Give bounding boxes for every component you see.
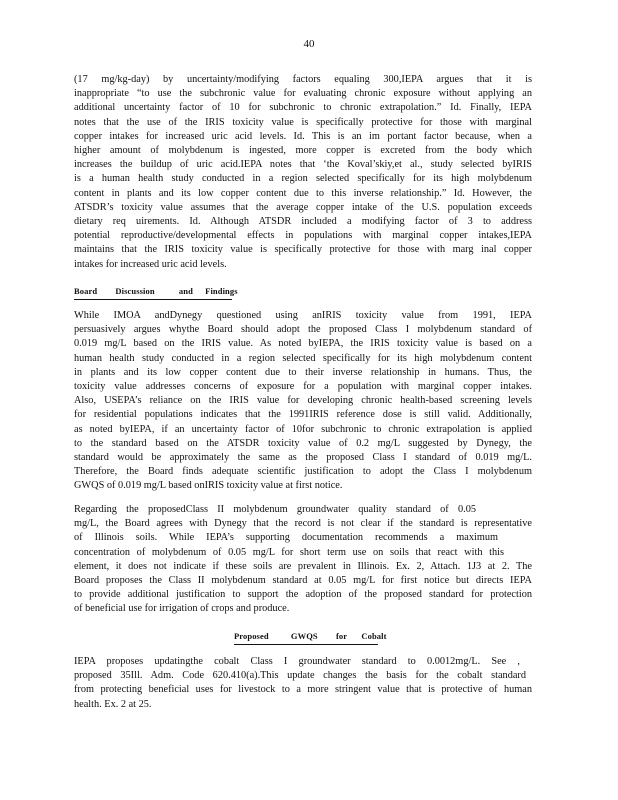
text-line: proposed 35Ill. Adm. Code 620.410(a).This update changes the basis for the cobalt standard — [74, 670, 526, 682]
text-line: copper intakes for increased uric acid levels. Id. This is an im portant factor because, when a — [74, 130, 532, 142]
text-line: in plants and its low copper content due to their inverse relationship in humans. Thus, the — [74, 366, 532, 378]
text-line: element, it does not indicate if these soils are prevalent in Illinois. Ex. 2, Attach. 1J3 at 2. The — [74, 560, 532, 572]
text-line: from protecting beneficial uses for livestock to a more stringent value that is protective of human — [74, 684, 532, 696]
text-line: While IMOA andDynegy questioned using anIRIS toxicity value from 1991, IEPA — [74, 310, 532, 321]
heading-word: and — [178, 286, 193, 296]
text-line: concentration of molybdenum of 0.05 mg/L for short term use on soils that react with this — [74, 546, 504, 558]
heading-word: Findings — [205, 286, 238, 296]
text-line: toxicity value addresses concerns of exposure for a population with marginal copper intakes. — [74, 381, 532, 393]
text-line: human health study conducted in a region selected specifically for its high molybdenum content — [74, 352, 532, 364]
text-line: health. Ex. 2 at 25. — [74, 698, 152, 710]
heading-word: Board — [74, 286, 98, 296]
heading-word: Discussion — [115, 286, 155, 296]
text-line: of Illinois soils. While IEPA’s supporting documentation recommends a maximum — [74, 532, 498, 544]
text-line: GWQS of 0.019 mg/L based onIRIS toxicity value at first notice. — [74, 480, 343, 492]
text-line: 0.019 mg/L based on the IRIS value. As noted byIEPA, the IRIS toxicity value is based on a — [74, 338, 532, 350]
text-line: Board proposes the Class II molybdenum standard at 0.05 mg/L for first notice but directs IEPA — [74, 575, 532, 587]
heading-word: Cobalt — [361, 631, 387, 641]
section-heading-cobalt — [234, 629, 387, 645]
section-heading-board-discussion — [74, 284, 238, 300]
text-line: of beneficial use for irrigation of crops and produce. — [74, 603, 290, 615]
text-line: is a human health study conducted in a region selected specifically for its high molybdenum — [74, 173, 532, 185]
heading-word: Proposed — [234, 631, 269, 641]
text-line: Therefore, the Board finds adequate scientific justification to adopt the Class I molybdenum — [74, 466, 532, 478]
text-line: (17 mg/kg-day) by uncertainty/modifying factors equaling 300,IEPA argues that it is — [74, 74, 532, 85]
paragraph-cobalt-proposal — [74, 655, 532, 712]
text-line: notes that the use of the IRIS toxicity value is specifically protective for those with marginal — [74, 116, 532, 128]
text-line: additional uncertainty factor of 10 for subchronic to chronic extrapolation.” Id. Finally, IEPA — [74, 102, 532, 114]
text-line: mg/L, the Board agrees with Dynegy that the record is not clear if the standard is representative — [74, 518, 532, 530]
text-line: Regarding the proposedClass II molybdenum groundwater quality standard of 0.05 — [74, 504, 476, 515]
paragraph-iepa-argument — [74, 73, 532, 272]
text-line: persuasively argues whythe Board should adopt the proposed Class I molybdenum standard of — [74, 324, 532, 336]
text-line: inappropriate “to use the subchronic value for evaluating chronic exposure without applying an — [74, 88, 532, 100]
text-line: ATSDR’s toxicity value assumes that the average copper intake of the U.S. population exceeds — [74, 201, 532, 213]
heading-word: GWQS — [290, 631, 318, 641]
text-line: for residential populations indicates that the 1991IRIS reference dose is still valid. Additionally, — [74, 409, 532, 421]
text-line: dietary req uirements. Id. Although ATSDR included a modifying factor of 3 to address — [74, 216, 532, 228]
text-line: Also, USEPA’s reliance on the IRIS value for developing chronic health-based screening levels — [74, 395, 532, 407]
text-line: maintains that the IRIS toxicity value is specifically protective for those with marg inal copper — [74, 244, 532, 256]
page-number: 40 — [303, 38, 315, 50]
text-line: IEPA proposes updatingthe cobalt Class I groundwater standard to 0.0012mg/L. See , — [74, 656, 520, 667]
text-line: to provide additional justification to support the adoption of the proposed standard for protection — [74, 589, 532, 601]
paragraph-board-findings — [74, 309, 532, 494]
heading-word: for — [335, 631, 348, 641]
text-line: potential reproductive/developmental effects in populations with marginal copper intakes,IEPA — [74, 230, 532, 242]
text-line: content in plants and its low copper content due to this inverse relationship.” Id. However, the — [74, 187, 532, 199]
text-line: as noted byIEPA, if an uncertainty factor of 10for subchronic to chronic extrapolation is applied — [74, 423, 532, 435]
text-line: standard would be approximately the same as the proposed Class I standard of 0.019 mg/L. — [74, 452, 532, 464]
text-line: increases the buildup of uric acid.IEPA notes that ‘the Koval’skiy,et al., study selected byIRIS — [74, 159, 532, 171]
paragraph-class-ii-molybdenum — [74, 503, 532, 617]
text-line: intakes for increased uric acid levels. — [74, 258, 227, 270]
text-line: to the standard based on the ATSDR toxicity value of 0.2 mg/L suggested by Dynegy, the — [74, 437, 532, 449]
text-line: higher amount of molybdenum is ingested, more copper is excreted from the body which — [74, 145, 532, 157]
